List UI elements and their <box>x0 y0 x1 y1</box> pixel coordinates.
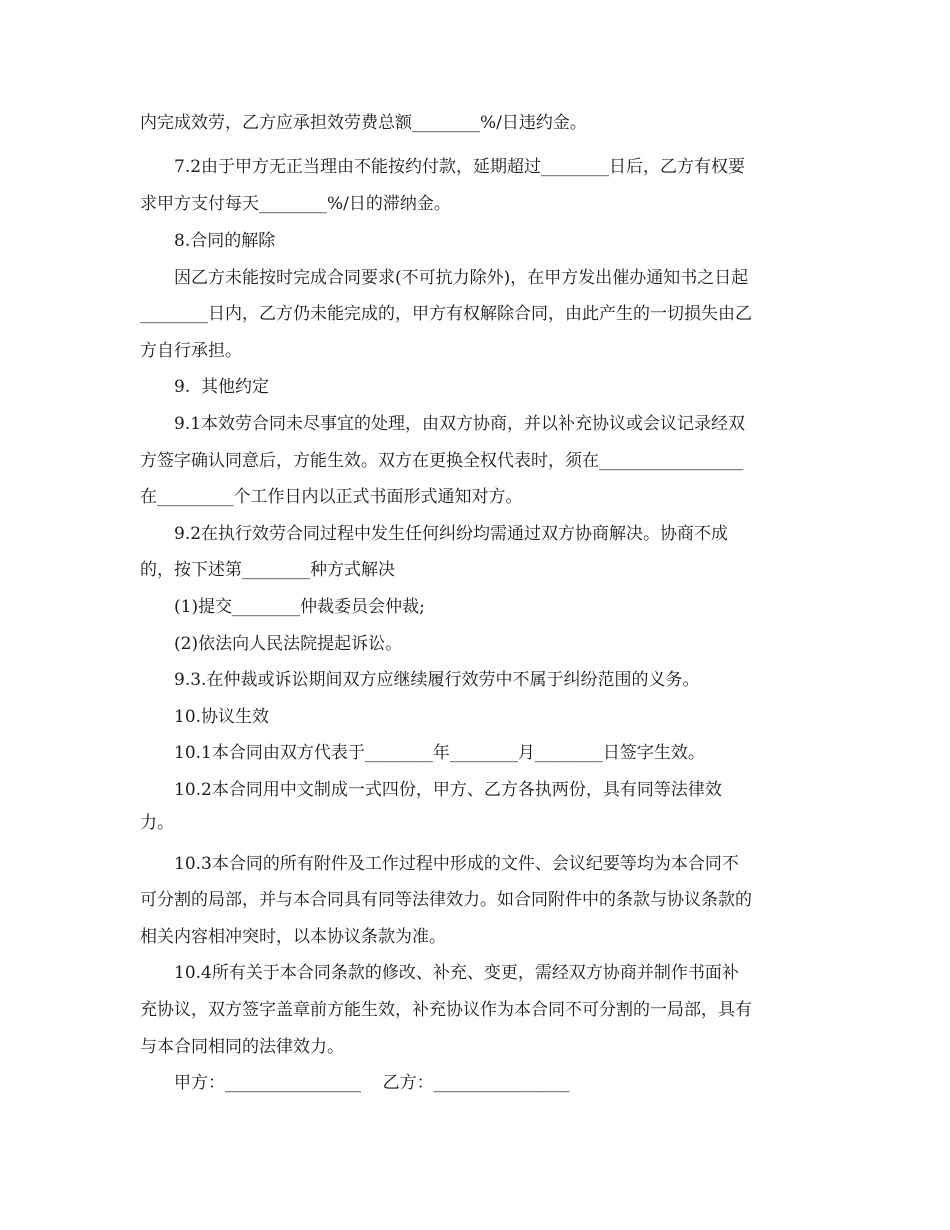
text-line: 的，按下述第________种方式解决 <box>140 560 395 580</box>
text-line: 充协议，双方签字盖章前方能生效，补充协议作为本合同不可分割的一局部，具有 <box>140 1000 752 1020</box>
text-line: 10.2本合同用中文制成一式四份，甲方、乙方各执两份，具有同等法律效 <box>174 780 722 800</box>
text-line: 10.1本合同由双方代表于________年________月________日签字生效。 <box>174 743 705 763</box>
text-line: 可分割的局部，并与本合同具有同等法律效力。如合同附件中的条款与协议条款的 <box>140 890 752 910</box>
text-line: 求甲方支付每天________%/日的滞纳金。 <box>140 194 451 214</box>
text-line: 在_________个工作日内以正式书面形式通知对方。 <box>140 487 523 507</box>
text-line: (2)依法向人民法院提起诉讼。 <box>174 634 403 654</box>
text-line: 9.2在执行效劳合同过程中发生任何纠纷均需通过双方协商解决。协商不成 <box>174 524 729 544</box>
text-line: (1)提交________仲裁委员会仲裁; <box>174 597 425 617</box>
text-line: 方自行承担。 <box>140 341 242 361</box>
section-heading: 8.合同的解除 <box>174 231 276 251</box>
section-heading: 9. 其他约定 <box>174 377 270 397</box>
text-line: 力。 <box>140 813 174 833</box>
text-line: 与本合同相同的法律效力。 <box>140 1037 344 1057</box>
text-line: 方签字确认同意后，方能生效。双方在更换全权代表时，须在_________________ <box>140 451 744 471</box>
text-line: 10.4所有关于本合同条款的修改、补充、变更，需经双方协商并制作书面补 <box>174 963 739 983</box>
text-line: 9.3.在仲裁或诉讼期间双方应继续履行效劳中不属于纠纷范围的义务。 <box>174 670 700 690</box>
text-line: 10.3本合同的所有附件及工作过程中形成的文件、会议纪要等均为本合同不 <box>174 854 739 874</box>
text-line: 7.2由于甲方无正当理由不能按约付款，延期超过________日后，乙方有权要 <box>174 157 746 177</box>
text-line: 因乙方未能按时完成合同要求(不可抗力除外)，在甲方发出催办通知书之日起 <box>174 268 749 288</box>
text-line: 相关内容相冲突时，以本协议条款为准。 <box>140 927 446 947</box>
section-heading: 10.协议生效 <box>174 707 270 727</box>
text-line: ________日内，乙方仍未能完成的，甲方有权解除合同，由此产生的一切损失由乙 <box>140 304 752 324</box>
text-line: 9.1本效劳合同未尽事宜的处理，由双方协商，并以补充协议或会议记录经双 <box>174 414 746 434</box>
signature-line: 甲方：________________ 乙方：________________ <box>174 1073 570 1093</box>
text-line: 内完成效劳，乙方应承担效劳费总额________%/日违约金。 <box>140 113 587 133</box>
